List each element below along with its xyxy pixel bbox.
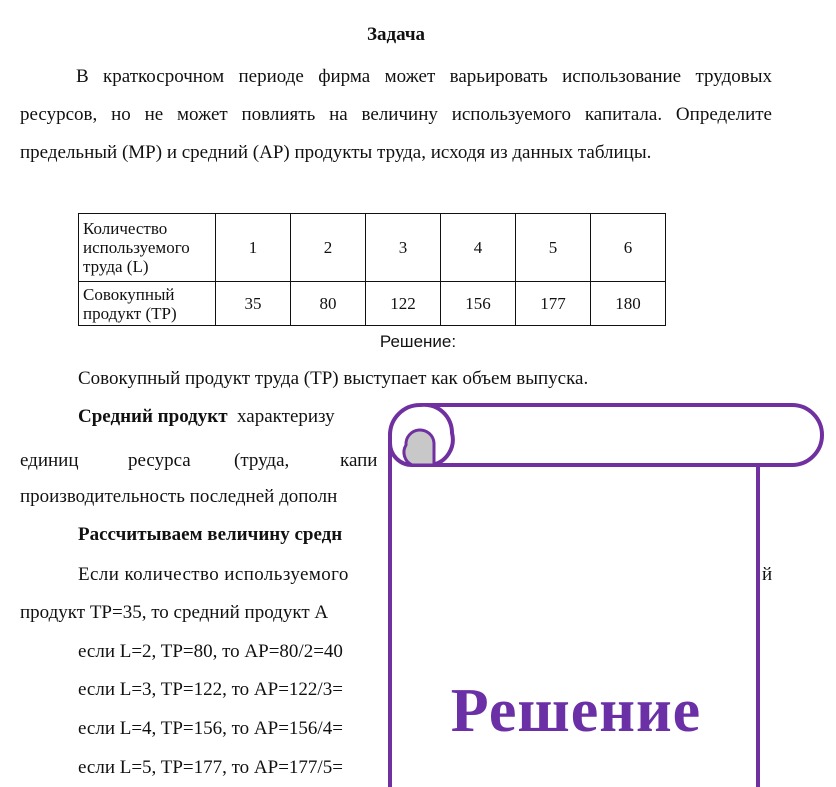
if-line-start: Если количество используемого xyxy=(78,564,349,585)
units-word-3: (труда, xyxy=(234,450,290,471)
units-word-1: единиц xyxy=(20,450,79,471)
ap-definition-text: характеризу xyxy=(237,406,335,427)
table-cell: 177 xyxy=(516,282,591,326)
calc-heading: Рассчитываем величину средн xyxy=(78,524,343,545)
productivity-line: производительность последней дополн xyxy=(20,486,338,507)
calc-line-l4: если L=4, TP=156, то AP=156/4= xyxy=(78,718,343,739)
table-cell: 2 xyxy=(291,214,366,282)
ap-term: Средний продукт xyxy=(78,406,228,427)
ap-definition xyxy=(78,406,335,428)
calc-line-l3: если L=3, TP=122, то AP=122/3= xyxy=(78,679,343,700)
table-cell: 5 xyxy=(516,214,591,282)
solution-label: Решение: xyxy=(379,332,457,351)
task-intro xyxy=(20,58,772,172)
table-cell: 122 xyxy=(366,282,441,326)
tp35-line: продукт TP=35, то средний продукт A xyxy=(20,602,329,623)
task-intro-text: В краткосрочном периоде фирма может варьировать использование трудовых ресурсов, но не может повлиять на величину используемого капитала. Определите предельный (MP) и средний (AP) продукты труда, исходя из данных таблицы. xyxy=(20,66,772,163)
scroll-title: Решение xyxy=(450,677,702,745)
table-cell: 180 xyxy=(591,282,666,326)
scroll-fold xyxy=(404,430,434,465)
table-row-header: Количество используемого труда (L) xyxy=(79,214,216,282)
table-cell: 1 xyxy=(216,214,291,282)
table-cell: 80 xyxy=(291,282,366,326)
units-word-4: капи xyxy=(340,450,378,471)
table-cell: 6 xyxy=(591,214,666,282)
table-row-header: Совокупный продукт (TP) xyxy=(79,282,216,326)
if-line-end: й xyxy=(762,564,773,585)
table-cell: 4 xyxy=(441,214,516,282)
table-row xyxy=(79,214,666,282)
table-cell: 3 xyxy=(366,214,441,282)
tp-sentence: Совокупный продукт труда (TP) выступает как объем выпуска. xyxy=(78,368,589,389)
table-cell: 156 xyxy=(441,282,516,326)
scroll-top-roll xyxy=(420,405,822,465)
task-title: Задача xyxy=(366,24,426,45)
calc-line-l5: если L=5, TP=177, то AP=177/5= xyxy=(78,757,343,778)
units-word-2: ресурса xyxy=(128,450,191,471)
table-cell: 35 xyxy=(216,282,291,326)
table-row xyxy=(79,282,666,326)
data-table xyxy=(78,213,666,326)
calc-line-l2: если L=2, TP=80, то AP=80/2=40 xyxy=(78,641,343,662)
